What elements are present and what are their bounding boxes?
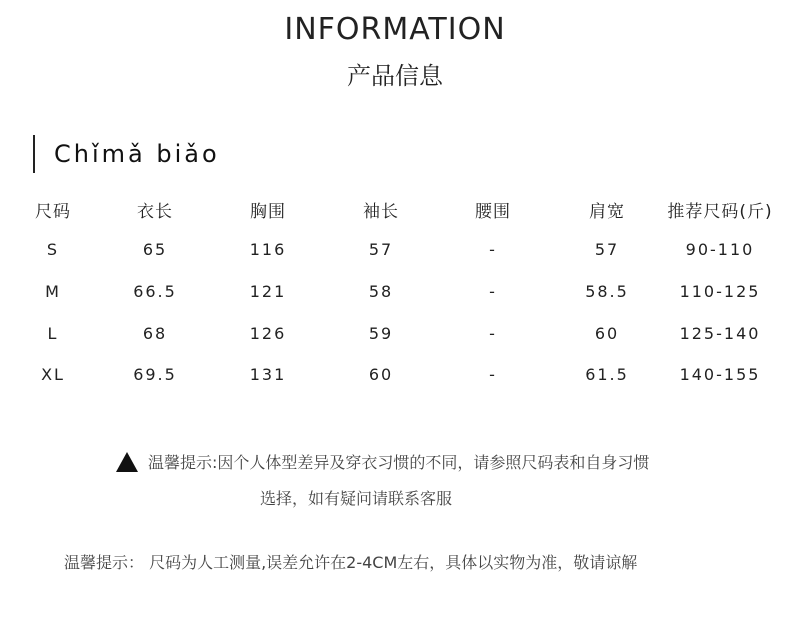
cell-recommended: 90-110 bbox=[685, 240, 755, 259]
cell-sleeve: 58 bbox=[368, 282, 394, 301]
cell-shoulder: 61.5 bbox=[585, 365, 629, 384]
page-title-chinese: 产品信息 bbox=[347, 62, 443, 90]
cell-length: 65 bbox=[142, 240, 168, 259]
header-length: 衣长 bbox=[137, 202, 173, 222]
cell-waist: - bbox=[489, 282, 497, 301]
header-chest: 胸围 bbox=[250, 202, 286, 222]
cell-size: L bbox=[47, 324, 59, 343]
cell-shoulder: 60 bbox=[594, 324, 620, 343]
cell-chest: 116 bbox=[249, 240, 287, 259]
cell-recommended: 140-155 bbox=[679, 365, 761, 384]
header-shoulder: 肩宽 bbox=[589, 202, 625, 222]
cell-chest: 131 bbox=[249, 365, 287, 384]
cell-size: M bbox=[45, 282, 61, 301]
cell-chest: 126 bbox=[249, 324, 287, 343]
table-row bbox=[0, 282, 790, 312]
cell-length: 66.5 bbox=[133, 282, 177, 301]
page-title-english: INFORMATION bbox=[284, 12, 506, 47]
section-accent-bar bbox=[33, 135, 35, 173]
section-title: Chǐmǎ biǎo bbox=[54, 140, 220, 168]
table-row bbox=[0, 240, 790, 270]
header-sleeve: 袖长 bbox=[363, 202, 399, 222]
cell-chest: 121 bbox=[249, 282, 287, 301]
cell-waist: - bbox=[489, 324, 497, 343]
cell-sleeve: 59 bbox=[368, 324, 394, 343]
header-recommended: 推荐尺码(斤) bbox=[667, 202, 773, 222]
warning-text-line1: 温馨提示:因个人体型差异及穿衣习惯的不同，请参照尺码表和自身习惯 bbox=[148, 453, 650, 472]
cell-size: S bbox=[46, 240, 60, 259]
cell-waist: - bbox=[489, 365, 497, 384]
table-header-row bbox=[0, 197, 790, 227]
measurement-note: 温馨提示： 尺码为人工测量,误差允许在2-4CM左右，具体以实物为准，敬请谅解 bbox=[64, 553, 638, 572]
warning-text-line2: 选择，如有疑问请联系客服 bbox=[260, 489, 453, 508]
cell-shoulder: 58.5 bbox=[585, 282, 629, 301]
cell-length: 68 bbox=[142, 324, 168, 343]
table-row bbox=[0, 365, 790, 395]
header-size: 尺码 bbox=[35, 202, 71, 222]
cell-recommended: 125-140 bbox=[679, 324, 761, 343]
table-row bbox=[0, 324, 790, 354]
cell-size: XL bbox=[41, 365, 65, 384]
warning-triangle-icon bbox=[116, 452, 138, 472]
cell-shoulder: 57 bbox=[594, 240, 620, 259]
warning-notice bbox=[116, 450, 649, 473]
cell-sleeve: 60 bbox=[368, 365, 394, 384]
cell-sleeve: 57 bbox=[368, 240, 394, 259]
cell-waist: - bbox=[489, 240, 497, 259]
cell-recommended: 110-125 bbox=[679, 282, 761, 301]
cell-length: 69.5 bbox=[133, 365, 177, 384]
header-waist: 腰围 bbox=[475, 202, 511, 222]
